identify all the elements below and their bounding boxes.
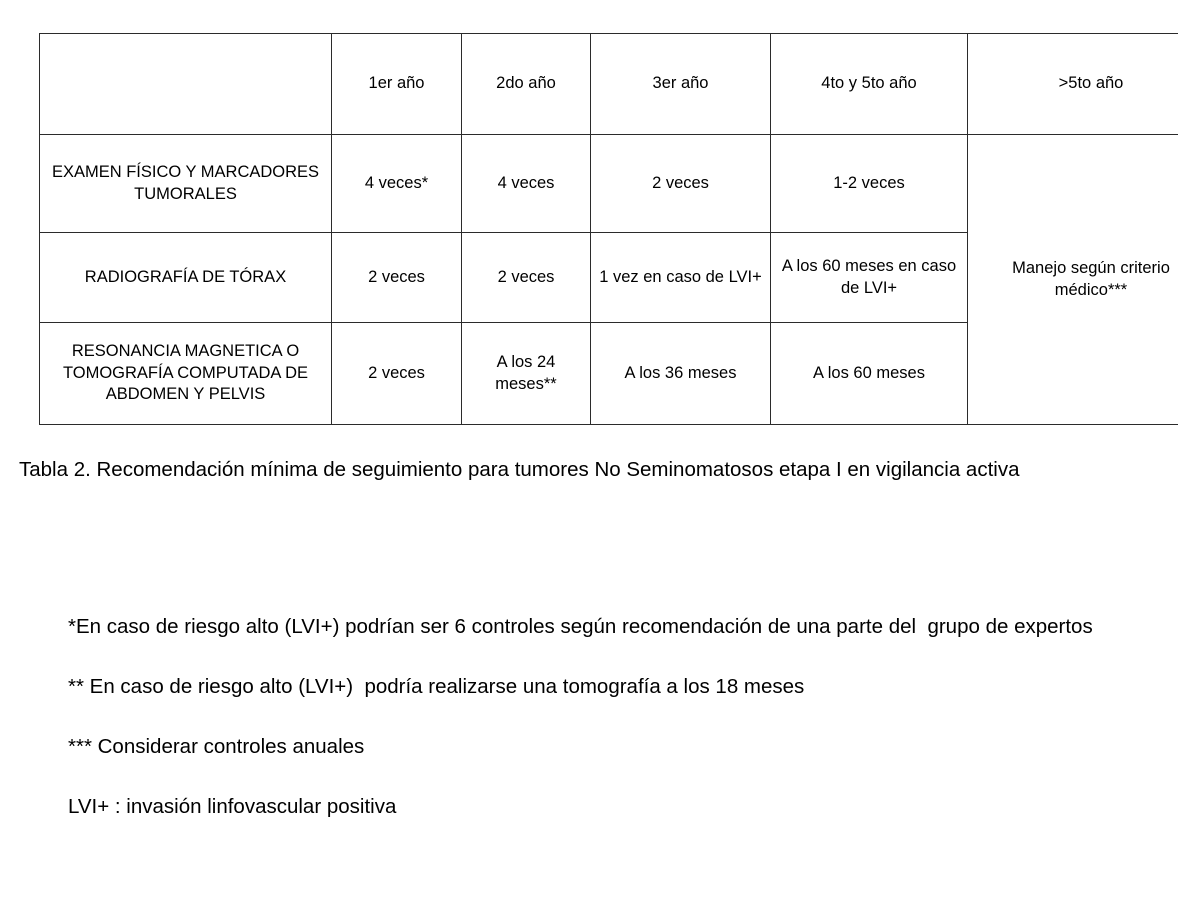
cell-resonancia-year-1: 2 veces xyxy=(332,323,462,425)
header-cell-year-5-plus: >5to año xyxy=(968,34,1178,135)
cell-examen-fisico-year-4-5: 1-2 veces xyxy=(771,135,968,233)
footnotes-list xyxy=(68,612,1128,821)
footnote-double-asterisk: ** En caso de riesgo alto (LVI+) podría realizarse una tomografía a los 18 meses xyxy=(68,675,805,699)
header-cell-modality xyxy=(40,34,332,135)
cell-radiografia-year-3: 1 vez en caso de LVI+ xyxy=(591,233,771,323)
header-cell-year-4-5: 4to y 5to año xyxy=(771,34,968,135)
cell-merged-year-5-plus: Manejo según criterio médico*** xyxy=(968,135,1178,425)
cell-radiografia-year-4-5: A los 60 meses en caso de LVI+ xyxy=(771,233,968,323)
cell-radiografia-year-1: 2 veces xyxy=(332,233,462,323)
cell-examen-fisico-year-1: 4 veces* xyxy=(332,135,462,233)
cell-resonancia-year-4-5: A los 60 meses xyxy=(771,323,968,425)
header-cell-year-3: 3er año xyxy=(591,34,771,135)
table-header-row xyxy=(40,34,1178,135)
cell-resonancia-year-2: A los 24 meses** xyxy=(462,323,591,425)
header-cell-year-2: 2do año xyxy=(462,34,591,135)
table-row xyxy=(40,135,1178,233)
row-label-radiografia-torax: RADIOGRAFÍA DE TÓRAX xyxy=(40,233,332,323)
followup-table-container xyxy=(39,33,1170,404)
row-label-examen-fisico: EXAMEN FÍSICO Y MARCADORES TUMORALES xyxy=(40,135,332,233)
followup-schedule-table xyxy=(39,33,1178,425)
footnote-single-asterisk: *En caso de riesgo alto (LVI+) podrían ser 6 controles según recomendación de una parte del grupo de expertos xyxy=(68,615,1093,638)
footnote-triple-asterisk: *** Considerar controles anuales xyxy=(68,735,365,759)
cell-examen-fisico-year-3: 2 veces xyxy=(591,135,771,233)
cell-examen-fisico-year-2: 4 veces xyxy=(462,135,591,233)
row-label-resonancia-tomografia: RESONANCIA MAGNETICA O TOMOGRAFÍA COMPUTADA DE ABDOMEN Y PELVIS xyxy=(40,323,332,425)
footnote-lvi-definition: LVI+ : invasión linfovascular positiva xyxy=(68,795,397,819)
header-cell-year-1: 1er año xyxy=(332,34,462,135)
cell-radiografia-year-2: 2 veces xyxy=(462,233,591,323)
table-caption: Tabla 2. Recomendación mínima de seguimiento para tumores No Seminomatosos etapa I en vigilancia activa xyxy=(19,458,1020,481)
cell-resonancia-year-3: A los 36 meses xyxy=(591,323,771,425)
